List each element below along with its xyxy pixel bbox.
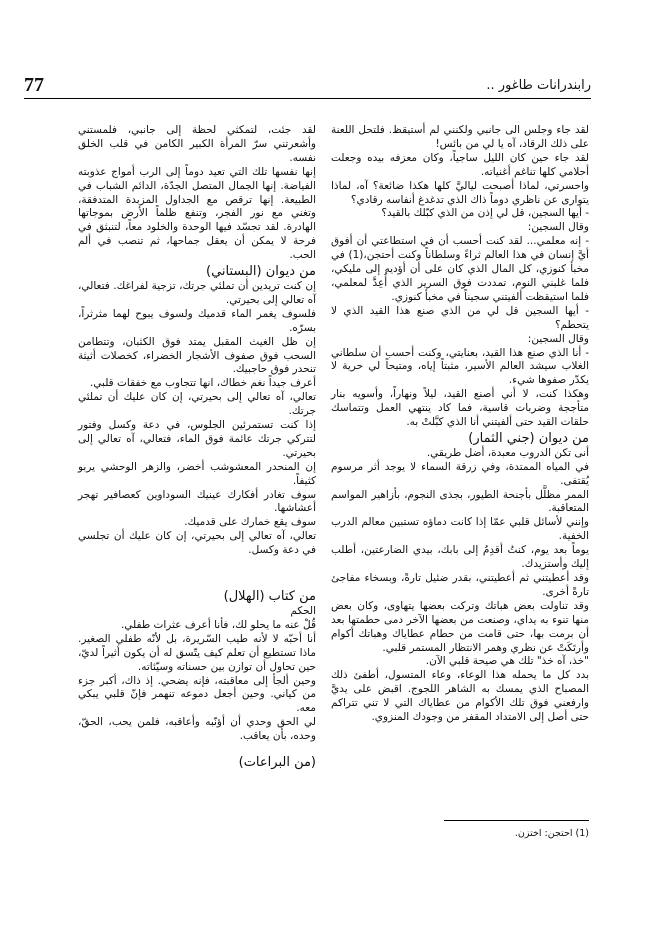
section-heading: من ديوان (البستاني): [206, 264, 316, 280]
page-number: 77: [24, 74, 44, 96]
footnote-marker: (1): [575, 828, 589, 839]
header-rule: [24, 98, 591, 99]
paragraph: - أنا الذي صنع هذا القيد، بعنايتي، وكنت أحسب أن سلطاني الغلاب سيشد العالم الأسير، مثبتاً إياه، ومتيحاً لي حرية لا يكدّر صفوها شيء.: [331, 346, 589, 387]
paragraph: سوف يقع خمارك على قدميك.: [184, 516, 316, 529]
paragraph: في المياه الممتدة، وفي زرقة السماء لا يوجد أثر مرسوم يُقتفى.: [331, 460, 589, 487]
footnote: [515, 828, 589, 839]
paragraph: إن كنت تريدين أن تملئي جرتك، تزجية لفراغك. فتعالي، آه تعالي إلى بحيرتي.: [78, 279, 316, 306]
paragraph: إن المنحدر المعشوشب أخضر، والزهر الوحشي يربو كثيفاً.: [78, 460, 316, 487]
paragraph: الحكم: [290, 605, 316, 617]
section-heading: من كتاب (الهلال): [223, 589, 316, 605]
paragraph: قُلْ عنه ما يحلو لك، فأنا أعرف عثرات طفلي.: [120, 618, 316, 631]
paragraph: أنا أحبّه لا لأنه طيب السّريرة، بل لأنّه طفلي الصغير. ماذا تستطيع أن تعلم كيف يتّسق له أن يكون أثيراً لديّ، حين تحاول أن توازن بين حسناته وسيّئاته.: [78, 632, 316, 673]
paragraph: إذا كنت تستمرئين الجلوس، في دعة وكسل وفتور لتتركي جرتك عائمة فوق الماء، فتعالي، آه تعالي إلى بحيرتي.: [78, 419, 316, 459]
footnote-rule: [444, 820, 589, 821]
paragraph: وقد تناولت بعض هباتك وتركت بعضها يتهاوى، وكان بعض منها تنوء به يداي، وصنعت من بعضها الآخر دمى حطمتها بعد أن برمت بها، حتى قامت من حطام عطاياك وهباتك أكوام وأرتَكَتْ عن نظري وهمر الانتظار المستمر قلبي.: [331, 599, 589, 654]
right-column: [331, 124, 589, 725]
spacer: [78, 558, 316, 588]
page-header: [24, 74, 591, 96]
paragraph: تعالي، آه تعالي إلى بحيرتي، إن كان عليك أن تجلسي في دعة وكسل.: [78, 530, 316, 557]
section-heading: من ديوان (جني الثمار): [468, 430, 589, 446]
paragraph: بدد كل ما يحمله هذا الوعاء، وعاء المتسول، أطفئ ذلك المصباح الذي يمسك به الشاهر اللجوج. اقبض على يديَّ وارفعني فوق تلك الأكوام من عطاياك التي لا تني تتراكم حتى أصل إلى الامتداد المقفر من وجودك المنزوي.: [331, 669, 589, 724]
paragraph: الممر مظلَّل بأجنحة الطيور، بجذى النجوم، بأزاهير المواسم المتعاقبة.: [331, 488, 589, 515]
left-column: [78, 124, 316, 771]
running-title: رابندرانات طاغور ..: [486, 78, 591, 93]
footnote-text: احتجن: اختزن.: [514, 828, 573, 839]
paragraph: أنى تكن الدروب معبدة، أضل طريقي.: [426, 446, 589, 459]
paragraph: وقال السجين:: [527, 221, 589, 234]
paragraph: - أيها السجين، قل لي إذن من الذي كبّلك بالقيد؟: [381, 207, 589, 220]
paragraph: إن ظل الغيث المقبل يمتد فوق الكثبان، وتتطامن السحب فوق صفوف الأشجار الخضراء، كخصلات أثيثة تنحدر فوق حاجبيك.: [78, 335, 316, 376]
paragraph: يوماً بعد يوم، كنتُ أقدِمُ إلى بابك، بيدي الضارعتين، أطلب إليك وأستزيدك.: [331, 544, 589, 571]
paragraph: سوف تغادر أفكارك عينيك السوداوين كعصافير تهجر أعشاشها.: [78, 488, 316, 515]
paragraph: وهكذا كنت، لا أني أصنع القيد، ليلاً ونهاراً، وأسويه بنار متأججة وضربات قاسية، فما كاد ينتهي العمل وتتماسك حلقات القيد حتى ألفيتني أنا الذي كبَّلتْ به.: [331, 388, 589, 429]
paragraph: "خذ، آه خذ" تلك هي صيحة قلبي الآن.: [425, 655, 589, 668]
paragraph: إنها نفسها تلك التي تعيد دوماً إلى الرب أمواج عذوبته الفياضة. إنها الجمال المتصل الجدّة، الدائم الشباب في الطبيعة. إنها ترقص مع الجداول المزبدة المتدفقة، وتغني مع نور الفجر، وتنفع ظلماً الأرض بموجاتها الهادرة. لقد تجسّد فيها الوحدة والخلود معاً، لتنبثق في فرحة لا يمكن أن يعقل جماحها، ثم تنصب في ألم الحب.: [78, 165, 316, 262]
paragraph: أعرف جيداً نغم خطاك، انها تتجاوب مع خفقات قلبي.: [89, 377, 316, 390]
paragraph: وإنني لأسائل قلبي عمّا إذا كانت دماؤه تستبين معالم الدرب الخفية.: [331, 516, 589, 543]
paragraph: وقال السجين:: [527, 332, 589, 345]
paragraph: - أيها السجين قل لي من الذي صنع هذا القيد الذي لا يتحطم؟: [331, 304, 589, 331]
paragraph: وقد أعطيتني ثم أعطيتني، بقدر ضئيل تارةً، وبسخاء مفاجئ تارةً أخرى.: [331, 572, 589, 598]
paragraph: واحسرتي، لماذا أصبحت لياليَّ كلها هكذا ضائعة؟ آه، لماذا يتوارى عن ناظري دوماً ذاك الذي تدغدغ أنفاسه رقادي؟: [331, 179, 589, 206]
paragraph: لقد جئت، لتمكثي لحظة إلى جانبي، فلمستني وأشعرتني سرّ المرأة الكبير الكامن في قلب الخلق نفسه.: [78, 124, 316, 164]
paragraph: لي الحق وحدي أن أؤنّبه وأعاقبه، فلمن يحب، الحقّ، وحده، بأن يعاقب.: [78, 716, 316, 743]
paragraph: تعالي، آه تعالي إلى بحيرتي، إن كان عليك أن تملئي جرتك.: [78, 391, 316, 418]
spacer: [78, 744, 316, 754]
section-heading: (من البراعات): [238, 755, 316, 771]
paragraph: لقد جاء حين كان الليل ساجياً، وكان معزفه بيده وجعلت أحلامي كلها تناغم أغنياته.: [331, 151, 589, 178]
paragraph: - إنه معلمي... لقد كنت أحسب أن في استطاعتي أن أفوق أيَّ إنسان في هذا العالم ثراءً وسلطاناً وكنت أحتجن،(1) في مخبأ كنوزي، كل المال الذي كان على أن أؤديه إلى مليكي، فلما غلبني النوم، تمددت فوق السرير الذي أُعِدَّ لمعلمي، فلما استيقظت ألفيتني سجيناً في مخبأ كنوزي.: [331, 235, 589, 303]
paragraph: وحين ألجأ إلى معاقبته، فإنه يضحي. إذ ذاك، أكبر جزء من كياني. وحين أجعل دموعه تنهمر فإنّ قلبي يبكي معه.: [78, 674, 316, 715]
paragraph: فلسوف يغمر الماء قدميك ولسوف يبوح لهما مثرثراً، بسرّه.: [78, 307, 316, 334]
paragraph: لقد جاء وجلس الى جانبي ولكنني لم أستيقظ. فلتحل اللعنة على ذلك الرقاد، آه يا لي من بائس!: [331, 124, 589, 150]
